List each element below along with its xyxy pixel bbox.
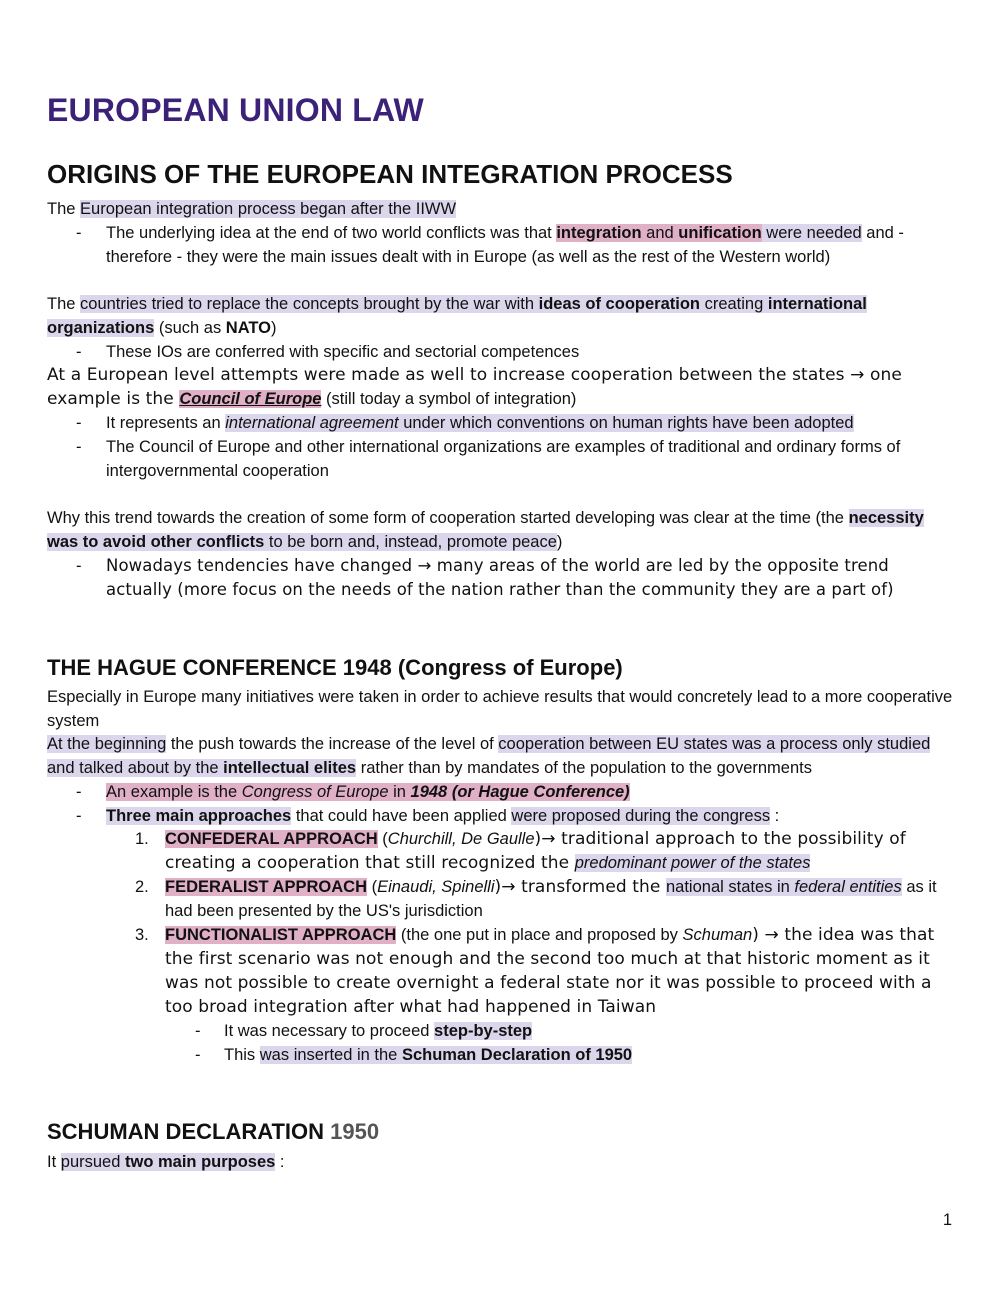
sub-bullet-schuman-declaration: This was inserted in the Schuman Declaration of 1950 (224, 1046, 633, 1064)
bullet-marker: - (76, 414, 82, 432)
paragraph-cooperation: The countries tried to replace the concepts brought by the war with ideas of cooperation creating international organizations (such as NATO) (47, 295, 867, 337)
bullet-marker: - (76, 343, 82, 361)
item-federalist-approach: FEDERALIST APPROACH (Einaudi, Spinelli)→ transformed the national states in federal entities as it had been presented by the US's jurisdiction (165, 877, 937, 920)
number-marker: 3. (135, 926, 149, 944)
bullet-nowadays: Nowadays tendencies have changed → many areas of the world are led by the opposite trend actually (more focus on the needs of the nation rather than the community they are a part of) (106, 556, 894, 599)
bullet-marker: - (76, 224, 82, 242)
bullet-marker: - (76, 557, 82, 575)
paragraph-council-of-europe: At a European level attempts were made as well to increase cooperation between the states → one example is the Council of Europe (still today a symbol of integration) (47, 365, 902, 409)
bullet-underlying-idea: The underlying idea at the end of two world conflicts was that integration and unification were needed and - therefore - they were the main issues dealt with in Europe (as well as the rest of the Western world) (106, 224, 904, 266)
paragraph-beginning: At the beginning the push towards the increase of the level of cooperation between EU states was a process only studied and talked about by the intellectual elites rather than by mandates of the population to the governments (47, 735, 931, 777)
bullet-intergovernmental: The Council of Europe and other international organizations are examples of traditional and ordinary forms of intergovernmental cooperation (106, 438, 901, 480)
bullet-marker: - (195, 1046, 201, 1064)
heading-origins: ORIGINS OF THE EUROPEAN INTEGRATION PROCESS (47, 159, 733, 189)
bullet-marker: - (195, 1022, 201, 1040)
number-marker: 1. (135, 830, 149, 848)
heading-hague-conference: THE HAGUE CONFERENCE 1948 (Congress of Europe) (47, 655, 623, 680)
bullet-ios-competences: These IOs are conferred with specific and sectorial competences (106, 343, 580, 361)
page-number: 1 (942, 1211, 952, 1229)
bullet-congress-example: An example is the Congress of Europe in 1948 (or Hague Conference) (106, 783, 630, 801)
bullet-three-approaches: Three main approaches that could have been applied were proposed during the congress : (106, 807, 780, 825)
bullet-marker: - (76, 783, 82, 801)
bullet-international-agreement: It represents an international agreement under which conventions on human rights have been adopted (106, 414, 854, 432)
item-functionalist-approach: FUNCTIONALIST APPROACH (the one put in place and proposed by Schuman) → the idea was that the first scenario was not enough and the second too much at that historic moment as it was not possible to create overnight a federal state nor it was possible to proceed with a too broad integration after what had happened in Taiwan (165, 925, 935, 1017)
paragraph-integration-start: The European integration process began after the IIWW (47, 200, 457, 218)
document-title: EUROPEAN UNION LAW (47, 92, 424, 128)
heading-schuman-declaration: SCHUMAN DECLARATION 1950 (47, 1119, 380, 1144)
paragraph-why-trend: Why this trend towards the creation of some form of cooperation started developing was clear at the time (the necessity was to avoid other conflicts to be born and, instead, promote peace) (47, 509, 924, 551)
number-marker: 2. (135, 878, 149, 896)
bullet-marker: - (76, 807, 82, 825)
item-confederal-approach: CONFEDERAL APPROACH (Churchill, De Gaulle)→ traditional approach to the possibility of creating a cooperation that still recognized the predominant power of the states (165, 829, 906, 873)
paragraph-initiatives: Especially in Europe many initiatives were taken in order to achieve results that would concretely lead to a more cooperative system (47, 688, 953, 730)
bullet-marker: - (76, 438, 82, 456)
sub-bullet-step-by-step: It was necessary to proceed step-by-step (224, 1022, 533, 1040)
paragraph-two-purposes: It pursued two main purposes : (47, 1153, 285, 1171)
